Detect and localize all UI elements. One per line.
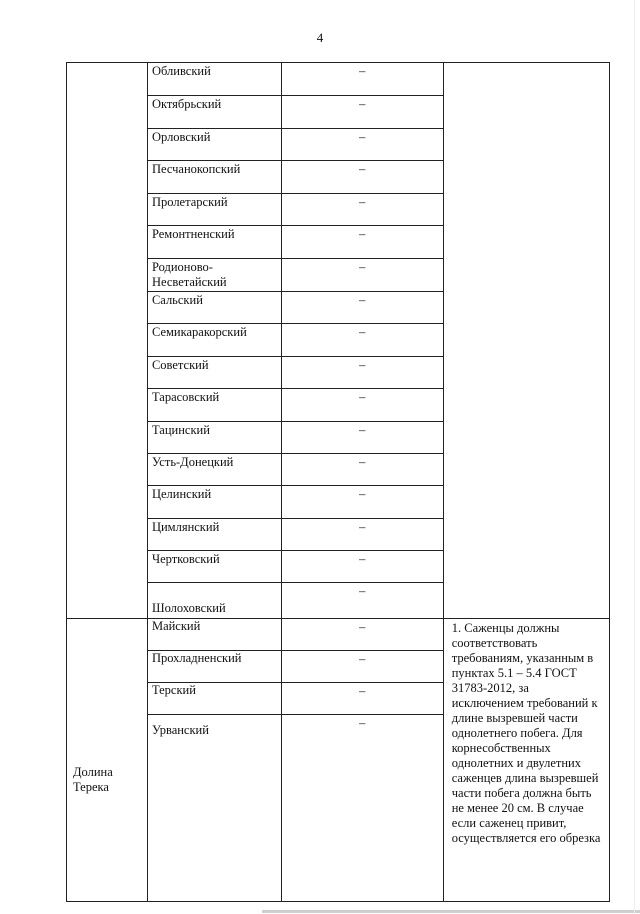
- district-value-cell: –: [281, 715, 443, 902]
- table-row: [67, 63, 610, 96]
- district-value-cell: –: [281, 96, 443, 129]
- region-cell: Долина Терека: [67, 619, 148, 902]
- region-cell: [67, 63, 148, 619]
- requirements-cell: 1. Саженцы должны соответствовать требованиям, указанным в пунктах 5.1 – 5.4 ГОСТ 31783-2012, за исключением требований к длине вызревшей части однолетнего побега. Для корнесобственных однолетних и двулетних саженцев длина вызревшей части побега должна быть не менее 20 см. В случае если саженец привит, осуществляется его обрезка: [443, 619, 609, 902]
- district-name-cell: Сальский: [147, 292, 281, 324]
- district-value-cell: –: [281, 583, 443, 619]
- district-value-cell: –: [281, 519, 443, 551]
- district-name-cell: Шолоховский: [147, 583, 281, 619]
- district-name-cell: Обливский: [147, 63, 281, 96]
- table-body-terek: [67, 619, 610, 902]
- page-number: 4: [316, 30, 324, 45]
- district-name-cell: Родионово-Несветайский: [147, 259, 281, 292]
- district-name-cell: Ремонтненский: [147, 226, 281, 259]
- district-name-cell: Октябрьский: [147, 96, 281, 129]
- district-name-cell: Прохладненский: [147, 651, 281, 683]
- district-value-cell: –: [281, 292, 443, 324]
- district-name-cell: Семикаракорский: [147, 324, 281, 357]
- table-row: [67, 619, 610, 651]
- district-value-cell: –: [281, 357, 443, 389]
- district-value-cell: –: [281, 324, 443, 357]
- scan-edge-line: [634, 0, 635, 914]
- district-value-cell: –: [281, 651, 443, 683]
- district-name-cell: Песчанокопский: [147, 161, 281, 194]
- district-name-cell: Чертковский: [147, 551, 281, 583]
- district-name-cell: Терский: [147, 683, 281, 715]
- district-name-cell: Целинский: [147, 486, 281, 519]
- district-value-cell: –: [281, 683, 443, 715]
- district-value-cell: –: [281, 454, 443, 486]
- district-value-cell: –: [281, 619, 443, 651]
- requirements-cell-empty: [443, 63, 609, 619]
- district-value-cell: –: [281, 63, 443, 96]
- district-value-cell: –: [281, 486, 443, 519]
- district-value-cell: –: [281, 129, 443, 161]
- district-name-cell: Цимлянский: [147, 519, 281, 551]
- district-name-cell: Урванский: [147, 715, 281, 902]
- district-value-cell: –: [281, 259, 443, 292]
- scan-edge-shadow: [262, 910, 640, 913]
- district-value-cell: –: [281, 422, 443, 454]
- table-body-top: [67, 63, 610, 619]
- district-value-cell: –: [281, 161, 443, 194]
- district-name-cell: Усть-Донецкий: [147, 454, 281, 486]
- district-value-cell: –: [281, 389, 443, 422]
- district-name-cell: Тарасовский: [147, 389, 281, 422]
- district-value-cell: –: [281, 194, 443, 226]
- district-value-cell: –: [281, 551, 443, 583]
- district-name-cell: Тацинский: [147, 422, 281, 454]
- districts-table: [66, 62, 610, 902]
- district-name-cell: Майский: [147, 619, 281, 651]
- district-name-cell: Пролетарский: [147, 194, 281, 226]
- district-name-cell: Орловский: [147, 129, 281, 161]
- district-name-cell: Советский: [147, 357, 281, 389]
- district-value-cell: –: [281, 226, 443, 259]
